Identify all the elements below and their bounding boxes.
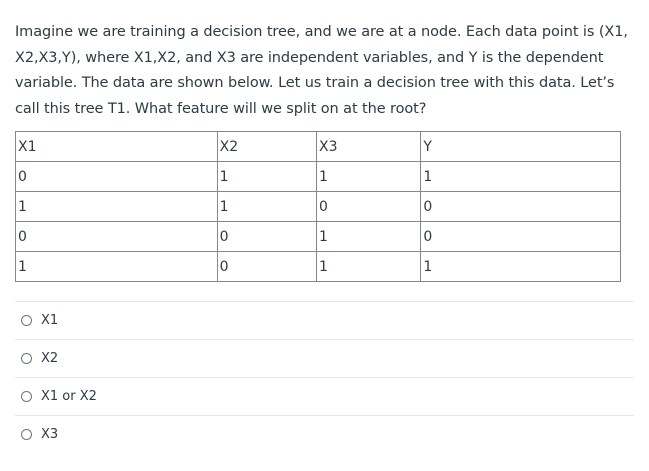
header-y: Y: [421, 132, 621, 162]
table-cell: 1: [316, 162, 420, 192]
table-cell: 1: [421, 252, 621, 282]
table-row: [16, 162, 621, 192]
header-x3: X3: [316, 132, 420, 162]
answer-label[interactable]: X2: [41, 351, 59, 366]
radio-button[interactable]: [21, 353, 32, 364]
radio-button[interactable]: [21, 391, 32, 402]
answer-option-x3[interactable]: [15, 415, 634, 453]
header-x2: X2: [217, 132, 316, 162]
table-row: [16, 222, 621, 252]
data-table: [15, 131, 621, 282]
answer-label[interactable]: X3: [41, 427, 59, 442]
table-cell: 0: [217, 252, 316, 282]
answer-option-x1[interactable]: [15, 301, 634, 339]
question-paragraph: Imagine we are training a decision tree, and we are at a node. Each data point is (X1, X2,X3,Y), where X1,X2, and X3 are independent variables, and Y is the dependent variable. The data are shown below. Let us train a decision tree with this data. Let’s call this tree T1. What feature will we split on at the root?: [15, 24, 628, 117]
table-row: [16, 192, 621, 222]
table-header-row: [16, 132, 621, 162]
table-cell: 0: [316, 192, 420, 222]
radio-button[interactable]: [21, 429, 32, 440]
table-cell: 0: [421, 222, 621, 252]
table-cell: 1: [421, 162, 621, 192]
answer-label[interactable]: X1 or X2: [41, 389, 97, 404]
table-cell: 1: [316, 252, 420, 282]
table-cell: 1: [217, 162, 316, 192]
answer-label[interactable]: X1: [41, 313, 59, 328]
table-cell: 0: [421, 192, 621, 222]
question-text: [15, 20, 635, 122]
table-cell: 1: [316, 222, 420, 252]
table-cell: 0: [16, 162, 218, 192]
radio-button[interactable]: [21, 315, 32, 326]
table-cell: 1: [16, 192, 218, 222]
table-cell: 0: [217, 222, 316, 252]
answer-option-x1-or-x2[interactable]: [15, 377, 634, 415]
table-cell: 0: [16, 222, 218, 252]
answer-option-x2[interactable]: [15, 339, 634, 377]
header-x1: X1: [16, 132, 218, 162]
table-cell: 1: [16, 252, 218, 282]
answer-list: [15, 301, 634, 453]
table-row: [16, 252, 621, 282]
table-cell: 1: [217, 192, 316, 222]
